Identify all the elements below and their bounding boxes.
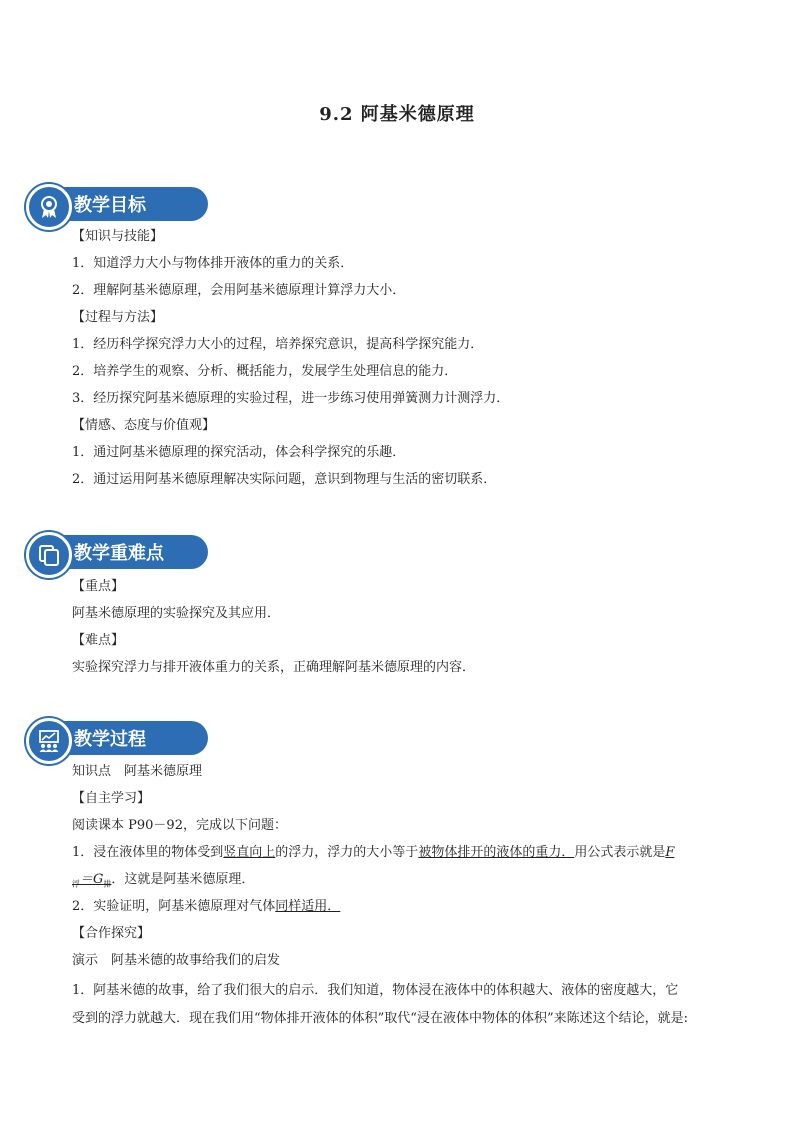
text: 2．实验证明，阿基米德原理对气体 — [72, 899, 276, 914]
formula — [72, 872, 111, 887]
ribbon-award-icon — [26, 184, 72, 230]
list-item: 3．经历探究阿基米德原理的实验过程，进一步练习使用弹簧测力计测浮力． — [72, 391, 510, 406]
demo-line: 演示 阿基米德的故事给我们的启发 — [72, 953, 281, 968]
question-1-cont — [72, 870, 254, 895]
section-label: 教学重难点 — [74, 543, 164, 564]
list-item: 2．通过运用阿基米德原理解决实际问题，意识到物理与生活的密切联系． — [72, 472, 497, 487]
subheading: 【重点】 — [72, 579, 125, 594]
subheading: 【自主学习】 — [72, 791, 151, 806]
subheading: 【情感、态度与价值观】 — [72, 418, 216, 433]
list-item: 1．经历科学探究浮力大小的过程，培养探究意识，提高科学探究能力． — [72, 337, 484, 352]
paragraph: 阅读课本 P90－92，完成以下问题： — [72, 818, 287, 833]
subheading: 【过程与方法】 — [72, 310, 164, 325]
text: ．这就是阿基米德原理． — [111, 872, 255, 887]
paragraph: 受到的浮力就越大．现在我们用“物体排开液体的体积”取代“浸在液体中物体的体积”来陈述这个结论，就是: — [72, 1011, 688, 1026]
text: 1．浸在液体里的物体受到 — [72, 845, 224, 860]
page-title: 9.2 阿基米德原理 — [319, 104, 475, 125]
section-header-process — [26, 718, 186, 758]
list-item: 2．理解阿基米德原理，会用阿基米德原理计算浮力大小． — [72, 283, 406, 298]
subheading: 【合作探究】 — [72, 926, 151, 941]
section-header-key-points — [26, 532, 186, 572]
list-item: 1．知道浮力大小与物体排开液体的重力的关系． — [72, 256, 354, 271]
section-header-goals — [26, 184, 186, 224]
text: 的浮力，浮力的大小等于 — [275, 845, 419, 860]
paragraph: 实验探究浮力与排开液体重力的关系，正确理解阿基米德原理的内容． — [72, 660, 476, 675]
answer-blank: 被物体排开的液体的重力． — [418, 845, 575, 860]
formula-symbol: F — [665, 845, 675, 860]
knowledge-point: 知识点 阿基米德原理 — [72, 764, 203, 779]
list-item: 1．通过阿基米德原理的探究活动，体会科学探究的乐趣． — [72, 445, 406, 460]
question-1 — [72, 843, 674, 863]
presentation-icon — [26, 718, 72, 764]
answer-blank: 同样适用． — [275, 899, 341, 914]
text: 用公式表示就是 — [574, 845, 666, 860]
paragraph: 1．阿基米德的故事，给了我们很大的启示．我们知道，物体浸在液体中的体积越大、液体的密度越大，它 — [72, 983, 679, 998]
paragraph: 阿基米德原理的实验探究及其应用． — [72, 606, 281, 621]
subheading: 【知识与技能】 — [72, 229, 164, 244]
question-2 — [72, 897, 340, 917]
subheading: 【难点】 — [72, 633, 125, 648]
formula-part: ＝G — [80, 872, 104, 887]
subscript: 浮 — [72, 879, 80, 889]
documents-icon — [26, 532, 72, 578]
list-item: 2．培养学生的观察、分析、概括能力，发展学生处理信息的能力． — [72, 364, 458, 379]
subscript: 排 — [103, 879, 112, 889]
section-label: 教学过程 — [74, 729, 146, 750]
answer-blank: 竖直向上 — [223, 845, 276, 860]
section-label: 教学目标 — [74, 195, 146, 216]
